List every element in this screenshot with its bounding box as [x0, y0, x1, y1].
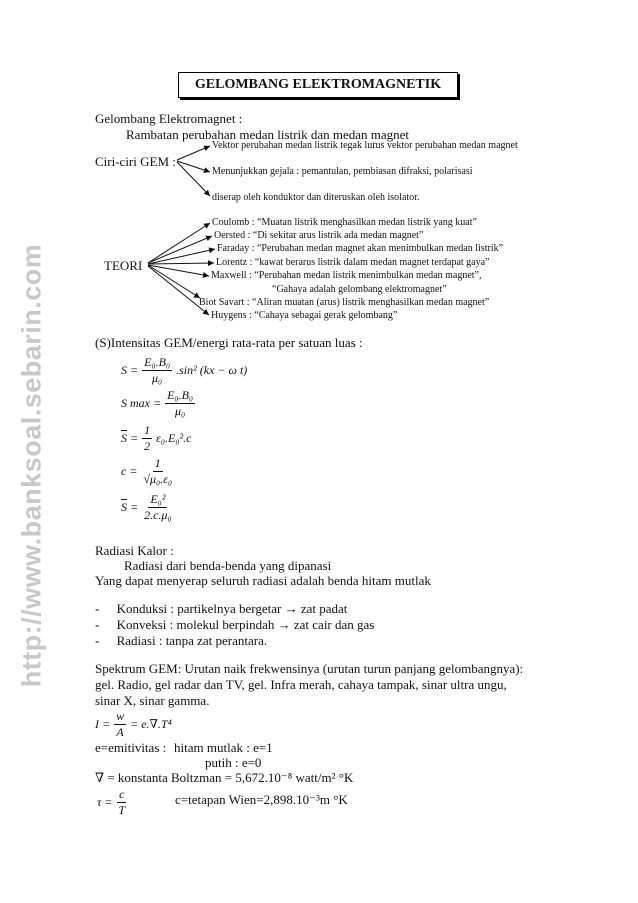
page-title: GELOMBANG ELEKTROMAGNETIK — [178, 72, 458, 98]
formula-den: μ₀ — [175, 404, 186, 418]
list-item: - Konduksi : partikelnya bergetar → zat padat — [95, 601, 348, 616]
formula-num: E₀.B₀ — [144, 355, 171, 369]
formula-wien — [97, 787, 127, 818]
formula-den: μ₀ — [152, 371, 163, 385]
spektrum-line-1: Spektrum GEM: Urutan naik frekwensinya (urutan turun panjang gelombangnya): — [95, 661, 524, 676]
ciri-item: Vektor perubahan medan listrik tegak lurus vektor perubahan medan magnet — [212, 140, 518, 151]
formula-eq: = — [127, 431, 139, 445]
boltzman-constant: ∇ = konstanta Boltzman = 5,672.10⁻⁸ watt/m² °K — [95, 770, 354, 785]
kalor-heading: Radiasi Kalor : — [95, 543, 174, 558]
emitivitas-label: e=emitivitas : — [95, 740, 167, 755]
spektrum-line-2: gel. Radio, gel radar dan TV, gel. Infra merah, cahaya tampak, sinar ultra ungu, — [95, 677, 507, 692]
formula-num: c — [119, 787, 125, 801]
formula-lhs: I = — [95, 717, 111, 731]
formula-num: 1 — [144, 423, 151, 437]
formula-lhs: S max = — [121, 396, 162, 410]
intensitas-heading: (S)Intensitas GEM/energi rata-rata per satuan luas : — [95, 335, 363, 350]
formula-den: √μ₀.ε₀ — [143, 472, 173, 486]
teori-item-maxwell: Maxwell : “Perubahan medan listrik menimbulkan medan magnet”, — [211, 270, 482, 281]
formula-rhs: ε₀.E₀².c — [156, 431, 192, 445]
list-item: - Radiasi : tanpa zat perantara. — [95, 633, 268, 648]
formula-den: A — [116, 725, 124, 739]
teori-item-oersted: Oersted : “Di sekitar arus listrik ada medan magnet” — [214, 230, 424, 241]
list-item: - Konveksi : molekul berpindah → zat cair dan gas — [95, 617, 375, 632]
teori-item-coulomb: Coulomb : “Muatan listrik menghasilkan medan listrik yang kuat” — [212, 217, 477, 228]
intro-definition: Rambatan perubahan medan listrik dan medan magnet — [126, 127, 410, 142]
kalor-item-konduksi: Konduksi : partikelnya bergetar → zat padat — [116, 601, 348, 616]
kalor-definition: Radiasi dari benda-benda yang dipanasi — [124, 558, 332, 573]
intro-heading: Gelombang Elektromagnet : — [95, 111, 243, 126]
teori-item-lorentz: Lorentz : “kawat berarus listrik dalam medan magnet terdapat gaya” — [216, 257, 490, 268]
wien-constant: c=tetapan Wien=2,898.10⁻³m °K — [175, 792, 348, 807]
kalor-item-radiasi: Radiasi : tanpa zat perantara. — [116, 633, 268, 648]
watermark: http://www.banksoal.sebarin.com — [16, 243, 47, 688]
formula-den: 2 — [144, 439, 151, 453]
teori-label: TEORI — [104, 258, 143, 273]
teori-item-maxwell-cont: “Gahaya adalah gelombang elektromagnet” — [272, 284, 447, 295]
teori-item-biot-savart: Biot Savart : “Aliran muatan (arus) listrik menghasilkan medan magnet” — [199, 297, 490, 308]
formula-lhs: τ = — [97, 795, 113, 809]
formula-den: T — [118, 803, 126, 817]
emitivitas-hitam: hitam mutlak : e=1 — [174, 740, 273, 755]
formula-rhs: .sin² (kx − ω t) — [176, 363, 248, 377]
formula-lhs: S = — [121, 363, 139, 377]
formula-lhs: c = — [121, 464, 138, 478]
formula-smax — [121, 388, 195, 419]
teori-item-faraday: Faraday : “Perubahan medan magnet akan menimbulkan medan listrik” — [217, 243, 504, 254]
formula-intensity — [121, 355, 247, 386]
emitivitas-putih: putih : e=0 — [205, 755, 262, 770]
spektrum-line-3: sinar X, sinar gamma. — [95, 693, 210, 708]
formula-den: 2.c.μ₀ — [144, 508, 172, 522]
ciri-label: Ciri-ciri GEM : — [95, 154, 176, 169]
formula-num: E₀² — [150, 492, 166, 506]
formula-radiation — [95, 709, 172, 740]
formula-num: w — [116, 709, 125, 723]
kalor-absorber: Yang dapat menyerap seluruh radiasi adalah benda hitam mutlak — [95, 573, 431, 588]
teori-item-huygens: Huygens : “Cahaya sebagai gerak gelombang” — [211, 310, 398, 321]
formula-eq: = — [127, 500, 139, 514]
formula-light-speed — [121, 456, 174, 487]
ciri-item: Menunjukkan gejala : pemantulan, pembiasan difraksi, polarisasi — [212, 166, 473, 177]
formula-s-average-2 — [121, 492, 174, 523]
ciri-item: diserap oleh konduktor dan diteruskan oleh isolator. — [212, 192, 420, 203]
formula-num: 1 — [154, 456, 161, 470]
formula-s-average — [121, 423, 191, 454]
kalor-item-konveksi: Konveksi : molekul berpindah → zat cair dan gas — [116, 617, 375, 632]
formula-lhs: $\overline{S}$ — [121, 500, 127, 514]
formula-rhs: = e.∇.T⁴ — [130, 717, 172, 731]
formula-num: E₀.B₀ — [167, 388, 194, 402]
formula-lhs: $\overline{S}$ — [121, 431, 127, 445]
